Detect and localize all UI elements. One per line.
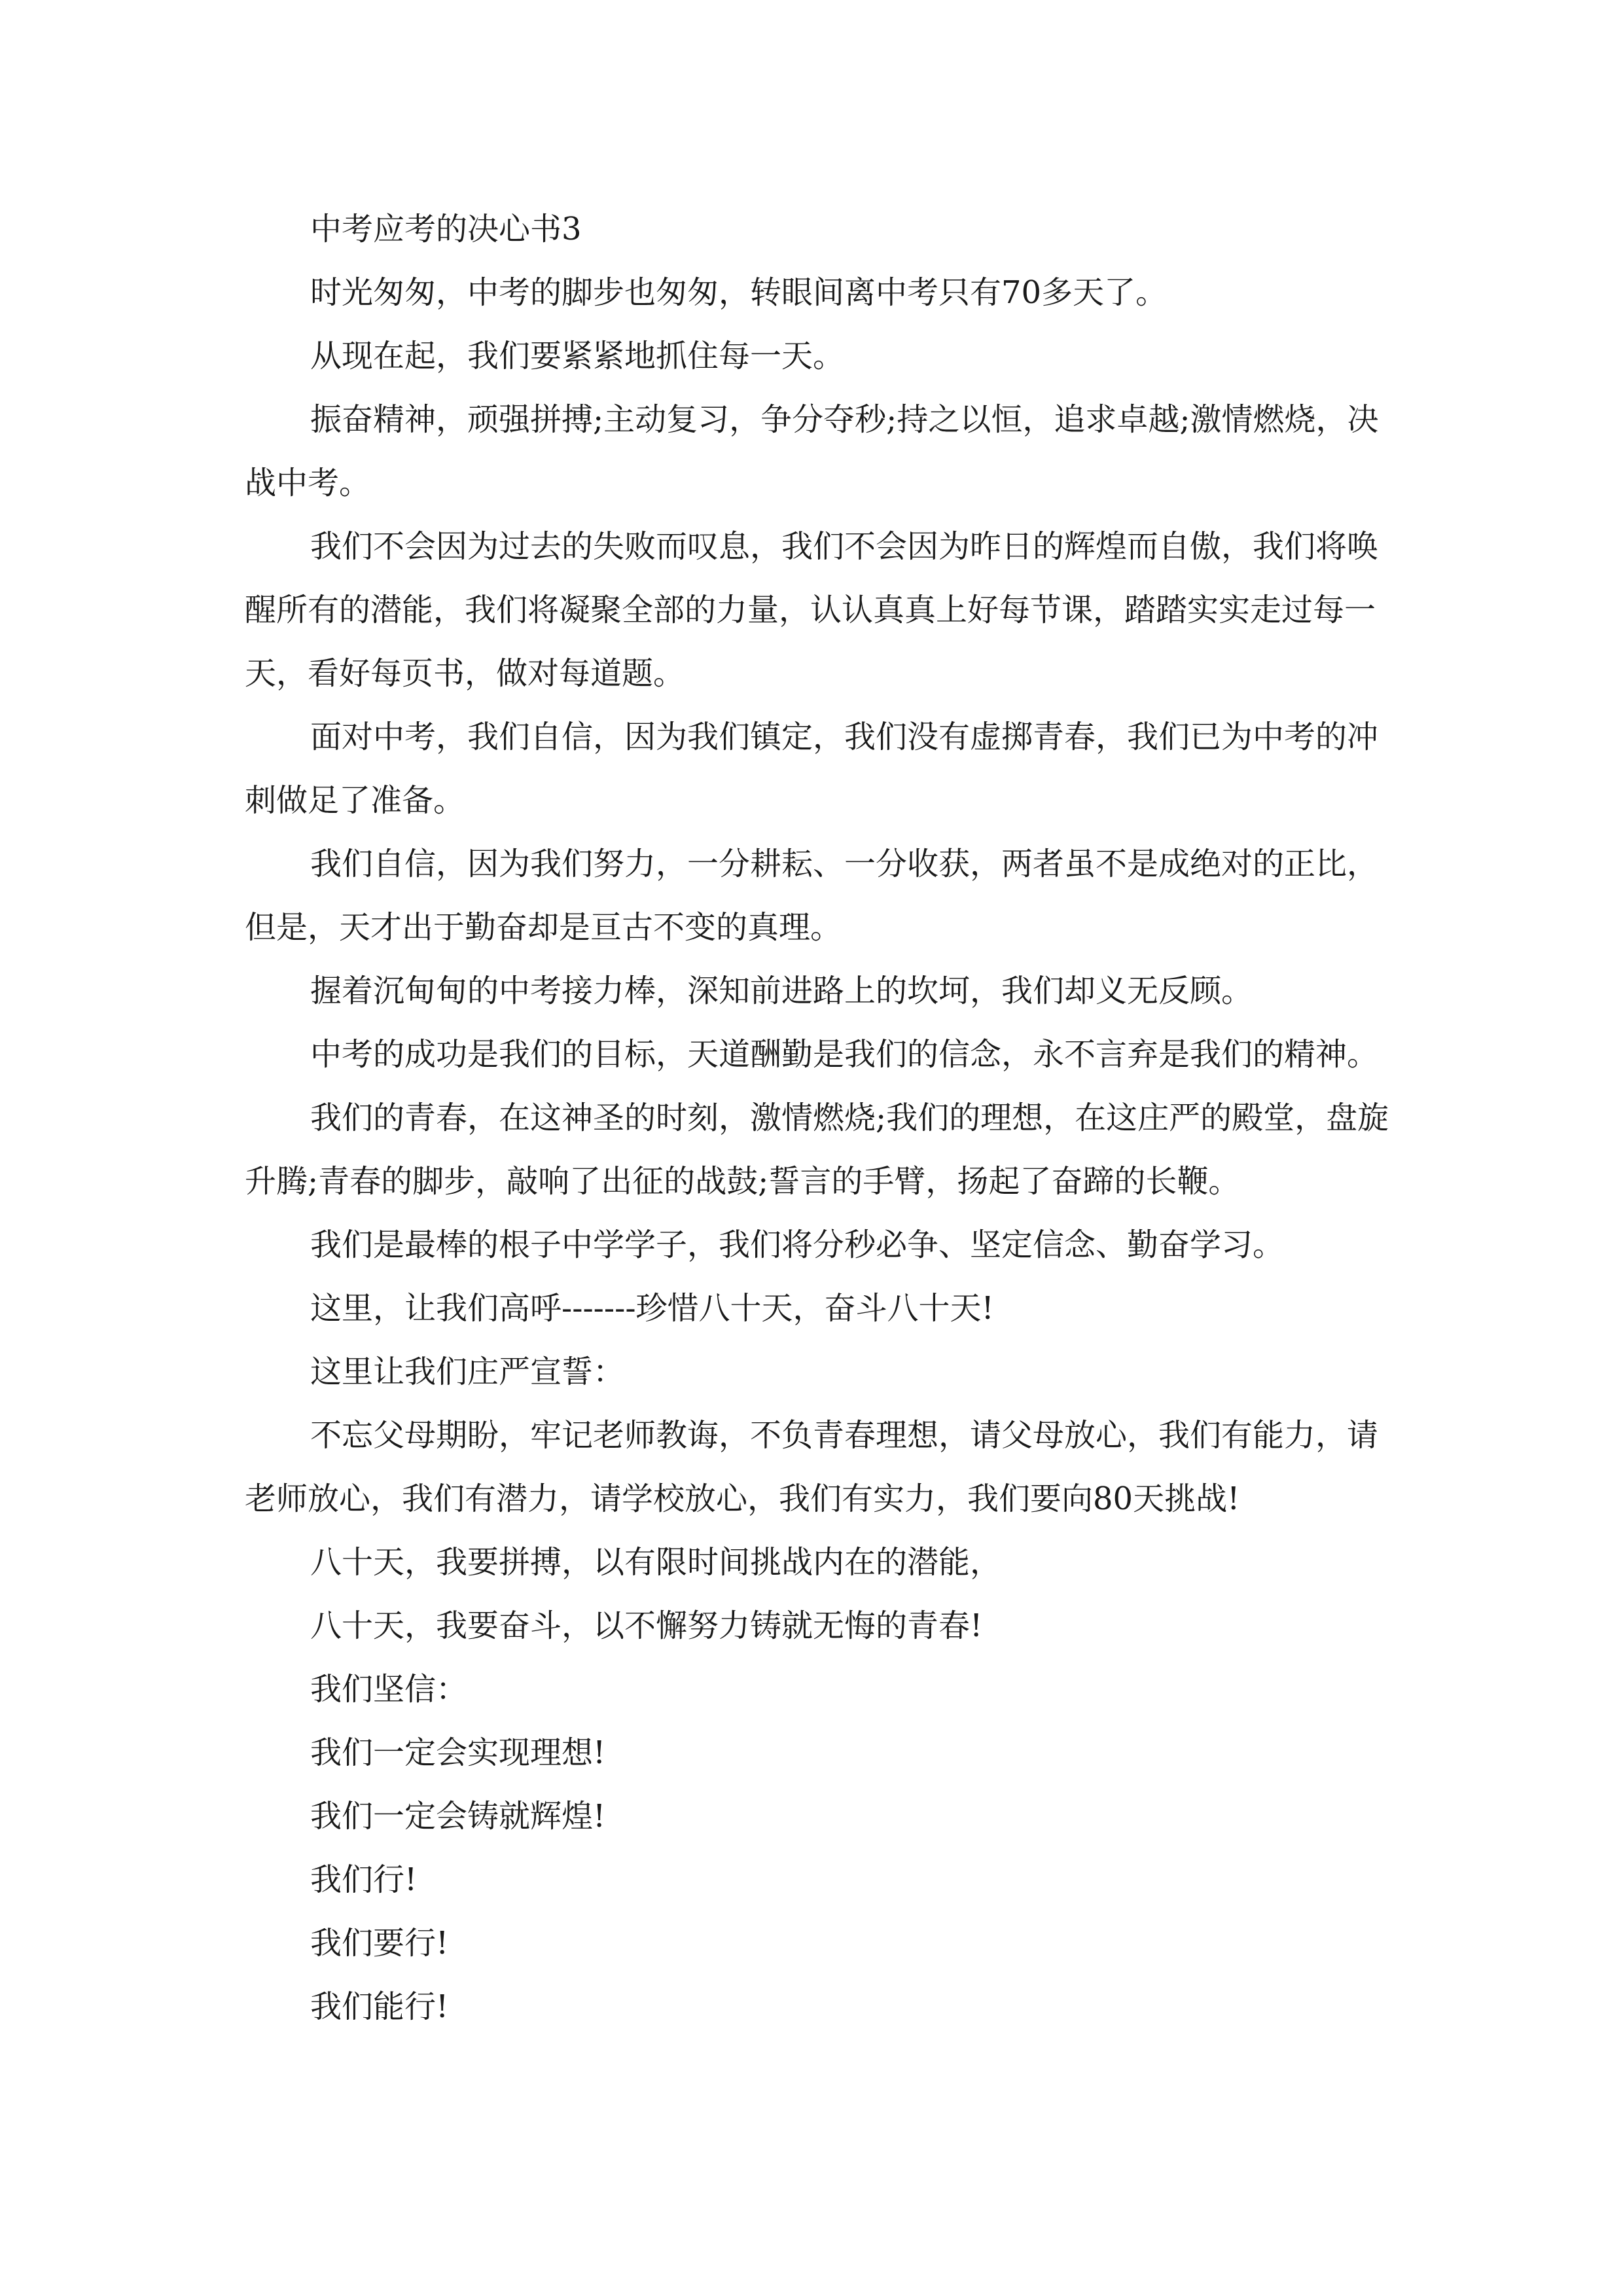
paragraph: 从现在起，我们要紧紧地抓住每一天。 <box>310 338 845 374</box>
paragraph: 我们自信，因为我们努力，一分耕耘、一分收获，两者虽不是成绝对的正比，但是，天才出于勤奋却是亘古不变的真理。 <box>245 846 1379 946</box>
paragraph: 我们一定会铸就辉煌! <box>310 1798 606 1835</box>
document-title: 中考应考的决心书3 <box>310 211 582 247</box>
paragraph: 我们是最棒的根子中学学子，我们将分秒必争、坚定信念、勤奋学习。 <box>310 1227 1285 1263</box>
paragraph: 不忘父母期盼，牢记老师教诲，不负青春理想，请父母放心，我们有能力，请老师放心，我们有潜力，请学校放心，我们有实力，我们要向80天挑战! <box>245 1417 1379 1517</box>
document-body <box>245 198 1397 2039</box>
paragraph: 八十天，我要奋斗，以不懈努力铸就无悔的青春! <box>310 1607 983 1644</box>
paragraph: 振奋精神，顽强拼搏;主动复习，争分夺秒;持之以恒，追求卓越;激情燃烧，决战中考。 <box>245 401 1379 501</box>
paragraph: 面对中考，我们自信，因为我们镇定，我们没有虚掷青春，我们已为中考的冲刺做足了准备。 <box>245 719 1379 819</box>
paragraph: 八十天，我要拼搏，以有限时间挑战内在的潜能， <box>310 1544 1002 1581</box>
paragraph: 我们不会因为过去的失败而叹息，我们不会因为昨日的辉煌而自傲，我们将唤醒所有的潜能，我们将凝聚全部的力量，认认真真上好每节课，踏踏实实走过每一天，看好每页书，做对每道题。 <box>245 528 1379 692</box>
paragraph: 中考的成功是我们的目标，天道酬勤是我们的信念，永不言弃是我们的精神。 <box>310 1036 1379 1073</box>
paragraph: 我们要行! <box>310 1925 449 1962</box>
paragraph: 握着沉甸甸的中考接力棒，深知前进路上的坎坷，我们却义无反顾。 <box>310 973 1253 1009</box>
paragraph: 我们的青春，在这神圣的时刻，激情燃烧;我们的理想，在这庄严的殿堂，盘旋升腾;青春的脚步，敲响了出征的战鼓;誓言的手臂，扬起了奋蹄的长鞭。 <box>245 1100 1389 1200</box>
paragraph: 时光匆匆，中考的脚步也匆匆，转眼间离中考只有70多天了。 <box>310 274 1168 311</box>
paragraph: 我们能行! <box>310 1988 449 2025</box>
paragraph: 我们坚信： <box>310 1671 468 1708</box>
paragraph: 我们行! <box>310 1861 418 1898</box>
paragraph: 这里让我们庄严宣誓： <box>310 1354 625 1390</box>
paragraph: 这里，让我们高呼-------珍惜八十天，奋斗八十天! <box>310 1290 994 1327</box>
paragraph: 我们一定会实现理想! <box>310 1734 606 1771</box>
